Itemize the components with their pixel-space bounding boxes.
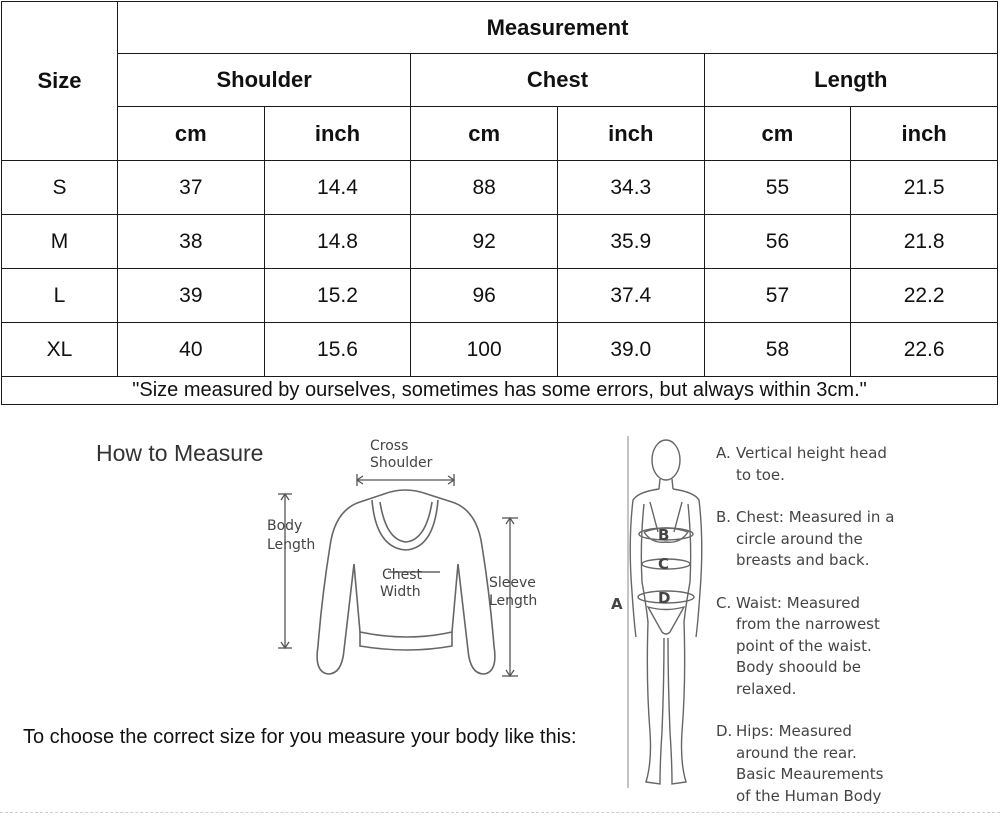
table-row (2, 215, 998, 269)
table-cell: 55 (704, 161, 851, 215)
unit-header: cm (411, 107, 558, 161)
measure-instruction: To choose the correct size for you measure your body like this: (23, 726, 577, 748)
note-b (716, 507, 998, 572)
table-cell: 35.9 (557, 215, 704, 269)
marker-a: A (611, 595, 623, 613)
note-text: Vertical height head to toe. (736, 444, 887, 484)
size-cell: L (2, 269, 118, 323)
table-cell: 15.6 (264, 323, 411, 377)
header-row-groups (2, 54, 998, 107)
marker-c: C (658, 555, 670, 573)
unit-header: inch (264, 107, 411, 161)
table-cell: 14.4 (264, 161, 411, 215)
marker-d: D (658, 589, 671, 607)
table-row (2, 161, 998, 215)
table-cell: 57 (704, 269, 851, 323)
table-row (2, 269, 998, 323)
table-cell: 15.2 (264, 269, 411, 323)
table-cell: 100 (411, 323, 558, 377)
body-length-label: Body (267, 518, 303, 534)
size-cell: S (2, 161, 118, 215)
unit-header: inch (557, 107, 704, 161)
note-d (716, 721, 998, 807)
chest-width-label: Width (380, 584, 421, 600)
unit-header: cm (704, 107, 851, 161)
header-row-units (2, 107, 998, 161)
note-lead: D. (716, 722, 733, 740)
size-header: Size (2, 2, 118, 161)
body-diagram (600, 432, 712, 794)
note-text: Chest: Measured in a circle around the breasts and back. (736, 508, 895, 569)
table-cell: 22.6 (851, 323, 998, 377)
unit-header: inch (851, 107, 998, 161)
chest-width-label: Chest (382, 567, 423, 583)
note-lead: A. (716, 444, 731, 462)
marker-b: B (658, 526, 670, 544)
size-cell: XL (2, 323, 118, 377)
chest-header: Chest (411, 54, 704, 107)
table-cell: 39.0 (557, 323, 704, 377)
measurement-header: Measurement (118, 2, 998, 54)
size-chart-table (1, 1, 998, 405)
table-cell: 88 (411, 161, 558, 215)
table-cell: 58 (704, 323, 851, 377)
sweater-diagram (262, 436, 562, 686)
table-cell: 14.8 (264, 215, 411, 269)
table-cell: 21.8 (851, 215, 998, 269)
table-cell: 37 (118, 161, 265, 215)
measurement-notes (716, 443, 998, 828)
size-note: "Size measured by ourselves, sometimes has some errors, but always within 3cm." (2, 377, 998, 405)
note-row (2, 377, 998, 405)
table-cell: 38 (118, 215, 265, 269)
table-cell: 34.3 (557, 161, 704, 215)
table-cell: 21.5 (851, 161, 998, 215)
table-cell: 40 (118, 323, 265, 377)
shoulder-header: Shoulder (118, 54, 411, 107)
sleeve-length-label: Sleeve (489, 575, 536, 591)
table-cell: 92 (411, 215, 558, 269)
how-to-measure-title: How to Measure (96, 440, 264, 466)
table-row (2, 323, 998, 377)
note-text: Waist: Measured from the narrowest point of the waist. Body shoould be relaxed. (736, 593, 880, 698)
note-text: Hips: Measured around the rear. Basic Meaurements of the Human Body (736, 722, 884, 805)
header-row-measurement (2, 2, 998, 54)
note-lead: B. (716, 508, 732, 526)
table-cell: 96 (411, 269, 558, 323)
sleeve-length-label: Length (489, 593, 538, 609)
note-c (716, 593, 998, 701)
length-header: Length (704, 54, 997, 107)
table-cell: 37.4 (557, 269, 704, 323)
cross-shoulder-label: Cross (370, 438, 409, 454)
unit-header: cm (118, 107, 265, 161)
table-cell: 39 (118, 269, 265, 323)
table-cell: 56 (704, 215, 851, 269)
note-lead: C. (716, 593, 732, 612)
size-cell: M (2, 215, 118, 269)
cross-shoulder-label: Shoulder (370, 455, 433, 471)
note-a (716, 443, 998, 486)
divider (0, 812, 1000, 813)
body-length-label: Length (267, 537, 316, 553)
table-cell: 22.2 (851, 269, 998, 323)
